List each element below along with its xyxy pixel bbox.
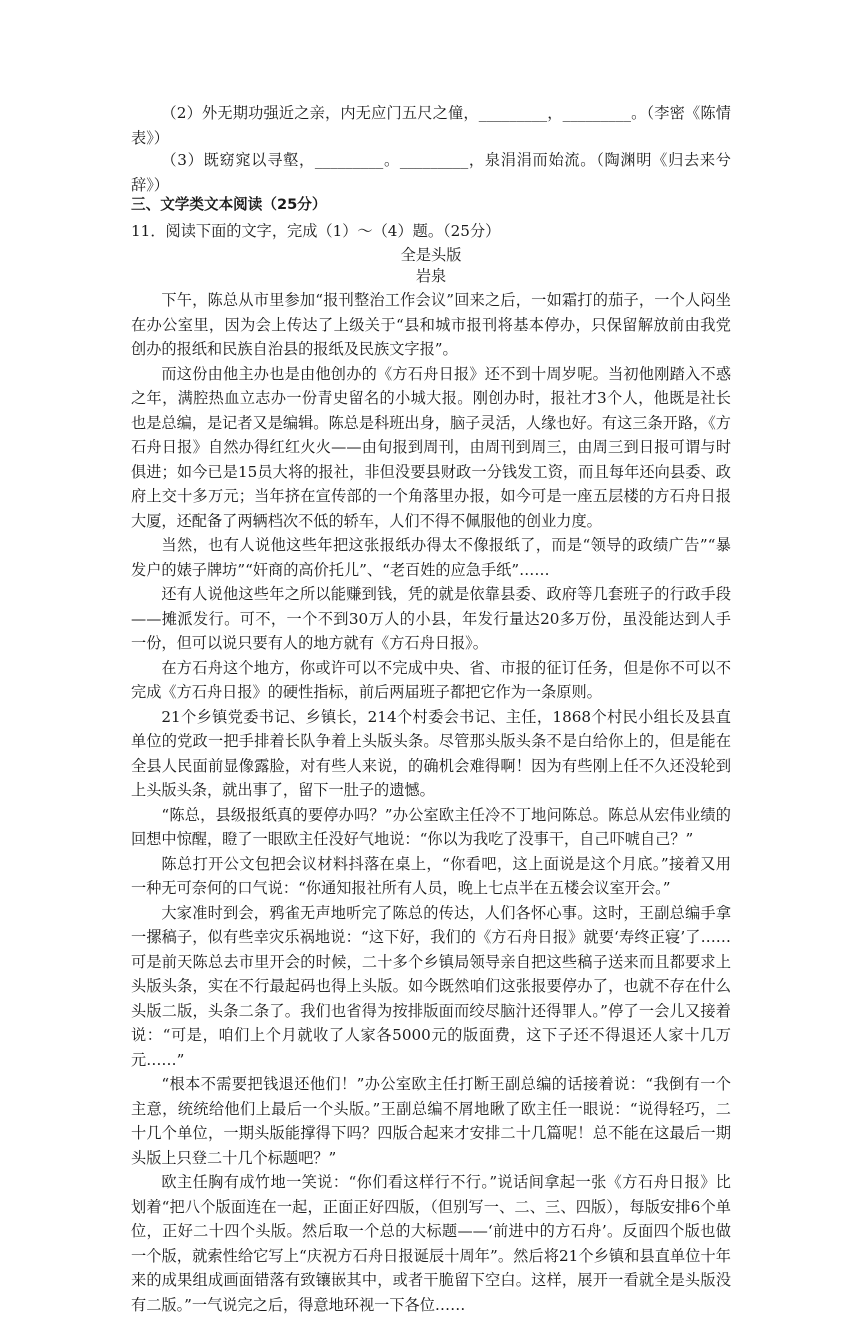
fill-in-q3 bbox=[131, 148, 731, 197]
article-paragraph: 欧主任胸有成竹地一笑说：“你们看这样行不行。”说话间拿起一张《方石舟日报》比划着“把八个版面连在一起，正面正好四版，（但别写一、二、三、四版），每版安排6个单位，正好二十四个头版。然后取一个总的大标题——‘前进中的方石舟’。反面四个版也做一个版，就索性给它写上“庆祝方石舟日报诞辰十周年”。然后将21个乡镇和县直单位十年来的成果组成画面错落有致镶嵌其中，或者干脆留下空白。这样，展开一看就全是头版没有二版。”一气说完之后，得意地环视一下各位…… bbox=[131, 1173, 731, 1314]
article-paragraph: 下午，陈总从市里参加“报刊整治工作会议”回来之后，一如霜打的茄子，一个人闷坐在办公室里，因为会上传达了上级关于“县和城市报刊将基本停办，只保留解放前由我党创办的报纸和民族自治县的报纸及民族文字报”。 bbox=[131, 291, 731, 358]
article-paragraph: 而这份由他主办也是由他创办的《方石舟日报》还不到十周岁呢。当初他刚踏入不惑之年，满腔热血立志办一份青史留名的小城大报。刚创办时，报社才3个人，他既是社长也是总编，是记者又是编辑。陈总是科班出身，脑子灵活，人缘也好。有这三条开路，《方石舟日报》自然办得红红火火——由旬报到周刊，由周刊到周三，由周三到日报可谓与时俱进；如今已是15员大将的报社，非但没要县财政一分钱发工资，而且每年还向县委、政府上交十多万元；当年挤在宣传部的一个角落里办报，如今可是一座五层楼的方石舟日报大厦，还配备了两辆档次不低的轿车，人们不得不佩服他的创业力度。 bbox=[131, 364, 731, 530]
article-paragraph: 还有人说他这些年之所以能赚到钱，凭的就是依靠县委、政府等几套班子的行政手段——摊派发行。可不，一个不到30万人的小县，年发行量达20多万份，虽没能达到人手一份，但可以说只要有人的地方就有《方石舟日报》。 bbox=[131, 585, 731, 652]
article-paragraph: 大家准时到会，鸦雀无声地听完了陈总的传达，人们各怀心事。这时，王副总编手拿一摞稿子，似有些幸灾乐祸地说：“这下好，我们的《方石舟日报》就要‘寿终正寝’了……可是前天陈总去市里开会的时候，二十多个乡镇局领导亲自把这些稿子送来而且都要求上头版头条，实在不行最起码也得上头版。如今既然咱们这张报要停办了，也就不存在什么头版二版，头条二条了。我们也省得为按排版面而绞尽脑汁还得罪人。”停了一会儿又接着说：“可是，咱们上个月就收了人家各5000元的版面费，这下子还不得退还人家十几万元……” bbox=[131, 903, 731, 1069]
article-paragraph: 21个乡镇党委书记、乡镇长，214个村委会书记、主任，1868个村民小组长及县直单位的党政一把手排着长队争着上头版头条。尽管那头版头条不是白给你上的，但是能在全县人民面前显像露脸，对有些人来说，的确机会难得啊！因为有些刚上任不久还没轮到上头版头条，就出事了，留下一肚子的遗憾。 bbox=[131, 707, 731, 799]
article-paragraph: “根本不需要把钱退还他们！”办公室欧主任打断王副总编的话接着说：“我倒有一个主意，统统给他们上最后一个头版。”王副总编不屑地瞅了欧主任一眼说：“说得轻巧，二十几个单位，一期头版能撑得下吗？四版合起来才安排二十几篇呢！总不能在这最后一期头版上只登二十几个标题吧？” bbox=[131, 1075, 731, 1167]
fill-in-q2-text: （2）外无期功强近之亲，内无应门五尺之僮，_________，_________。（李密《陈情表》） bbox=[131, 104, 731, 147]
fill-in-q3-text: （3）既窈窕以寻壑，_________。_________，泉涓涓而始流。（陶渊明《归去来兮辞》） bbox=[131, 151, 731, 194]
article-paragraph: 陈总打开公文包把会议材料抖落在桌上，“你看吧，这上面说是这个月底。”接着又用一种无可奈何的口气说：“你通知报社所有人员，晚上七点半在五楼会议室开会。” bbox=[131, 854, 731, 897]
article-title: 全是头版 bbox=[400, 246, 462, 264]
article-paragraph: “陈总，县级报纸真的要停办吗？”办公室欧主任冷不丁地问陈总。陈总从宏伟业绩的回想中惊醒，瞪了一眼欧主任没好气地说：“你以为我吃了没事干，自己吓唬自己？” bbox=[131, 805, 731, 848]
question-prompt: 11．阅读下面的文字，完成（1）～（4）题。（25分） bbox=[131, 222, 501, 240]
article-body bbox=[131, 288, 731, 1317]
article-paragraph: 在方石舟这个地方，你或许可以不完成中央、省、市报的征订任务，但是你不可以不完成《方石舟日报》的硬性指标，前后两届班子都把它作为一条原则。 bbox=[131, 658, 731, 701]
article-author: 岩泉 bbox=[415, 267, 447, 285]
article-paragraph: 当然，也有人说他这些年把这张报纸办得太不像报纸了，而是“领导的政绩广告”“暴发户的婊子牌坊”“奸商的高价托儿”、“老百姓的应急手纸”…… bbox=[131, 536, 731, 579]
fill-in-q2 bbox=[131, 101, 731, 150]
section-heading: 三、文学类文本阅读（25分） bbox=[131, 196, 327, 213]
